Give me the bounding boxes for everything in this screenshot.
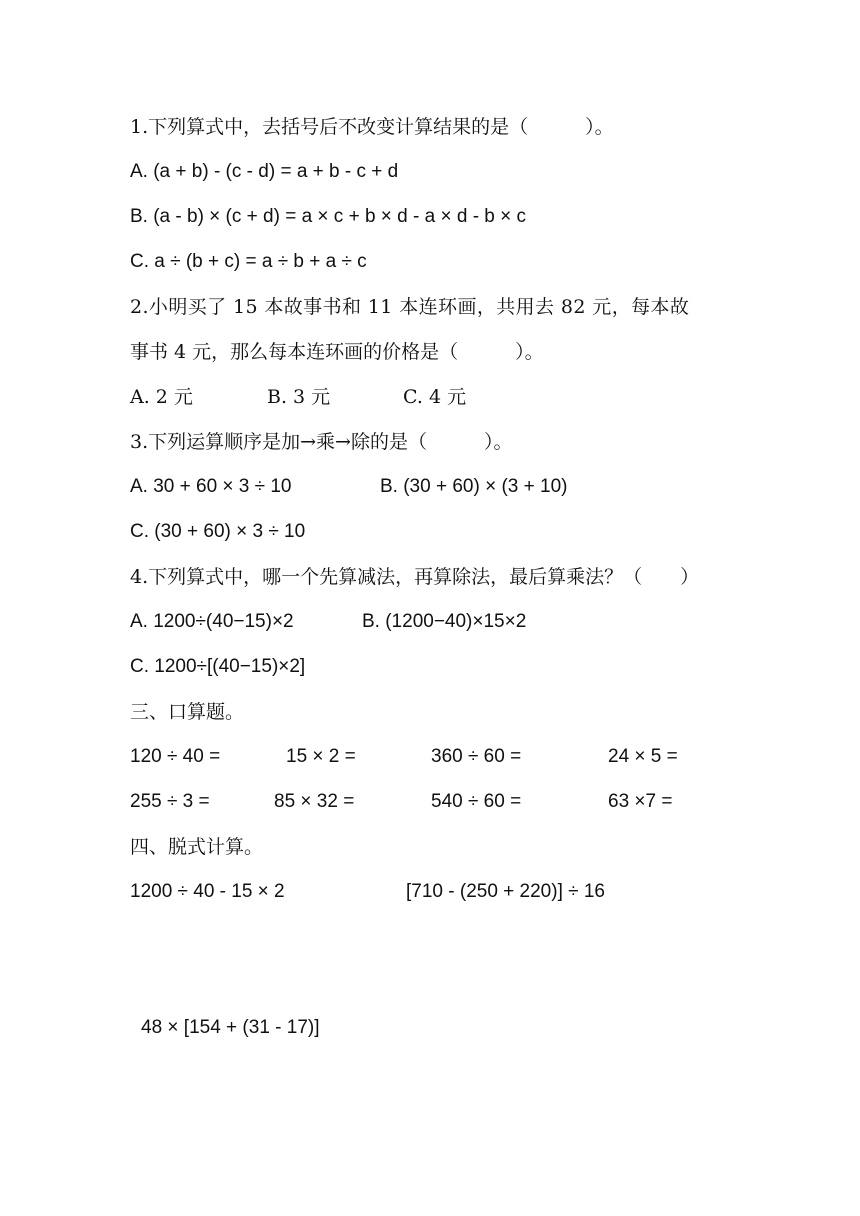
q1-option-b: B. (a - b) × (c + d) = a × c + b × d - a × d - b × c bbox=[130, 206, 527, 227]
step-calc-expression: [710 - (250 + 220)] ÷ 16 bbox=[406, 881, 605, 902]
q2-option-a: A. 2 元 bbox=[130, 386, 193, 408]
q4-option-b: B. (1200−40)×15×2 bbox=[362, 611, 527, 632]
q2-option-c: C. 4 元 bbox=[403, 386, 467, 408]
oral-calc-item: 15 × 2 = bbox=[286, 746, 356, 767]
oral-calc-item: 540 ÷ 60 = bbox=[431, 791, 522, 812]
q2-option-b: B. 3 元 bbox=[267, 386, 331, 408]
section4-title: 四、脱式计算。 bbox=[130, 836, 264, 858]
q1-option-a: A. (a + b) - (c - d) = a + b - c + d bbox=[130, 161, 399, 182]
q3-option-b: B. (30 + 60) × (3 + 10) bbox=[380, 476, 568, 497]
section3-title: 三、口算题。 bbox=[130, 701, 245, 723]
oral-calc-item: 85 × 32 = bbox=[274, 791, 355, 812]
step-calc-expression: 1200 ÷ 40 - 15 × 2 bbox=[130, 881, 285, 902]
q1-stem: 1.下列算式中，去括号后不改变计算结果的是（ ）。 bbox=[130, 116, 614, 138]
oral-calc-item: 63 ×7 = bbox=[608, 791, 673, 812]
oral-calc-item: 255 ÷ 3 = bbox=[130, 791, 210, 812]
q3-option-c: C. (30 + 60) × 3 ÷ 10 bbox=[130, 521, 306, 542]
q4-option-a: A. 1200÷(40−15)×2 bbox=[130, 611, 294, 632]
q4-option-c: C. 1200÷[(40−15)×2] bbox=[130, 656, 306, 677]
oral-calc-item: 360 ÷ 60 = bbox=[431, 746, 522, 767]
q3-stem: 3.下列运算顺序是加→乘→除的是（ ）。 bbox=[130, 431, 513, 453]
q2-stem-line1: 2.小明买了 15 本故事书和 11 本连环画，共用去 82 元，每本故 bbox=[130, 296, 690, 318]
q4-stem: 4.下列算式中，哪一个先算减法，再算除法，最后算乘法？（ ） bbox=[130, 566, 700, 588]
q1-option-c: C. a ÷ (b + c) = a ÷ b + a ÷ c bbox=[130, 251, 367, 272]
q3-option-a: A. 30 + 60 × 3 ÷ 10 bbox=[130, 476, 292, 497]
step-calc-expression: 48 × [154 + (31 - 17)] bbox=[141, 1017, 320, 1038]
oral-calc-item: 120 ÷ 40 = bbox=[130, 746, 221, 767]
oral-calc-item: 24 × 5 = bbox=[608, 746, 678, 767]
q2-stem-line2: 事书 4 元，那么每本连环画的价格是（ ）。 bbox=[130, 341, 544, 363]
